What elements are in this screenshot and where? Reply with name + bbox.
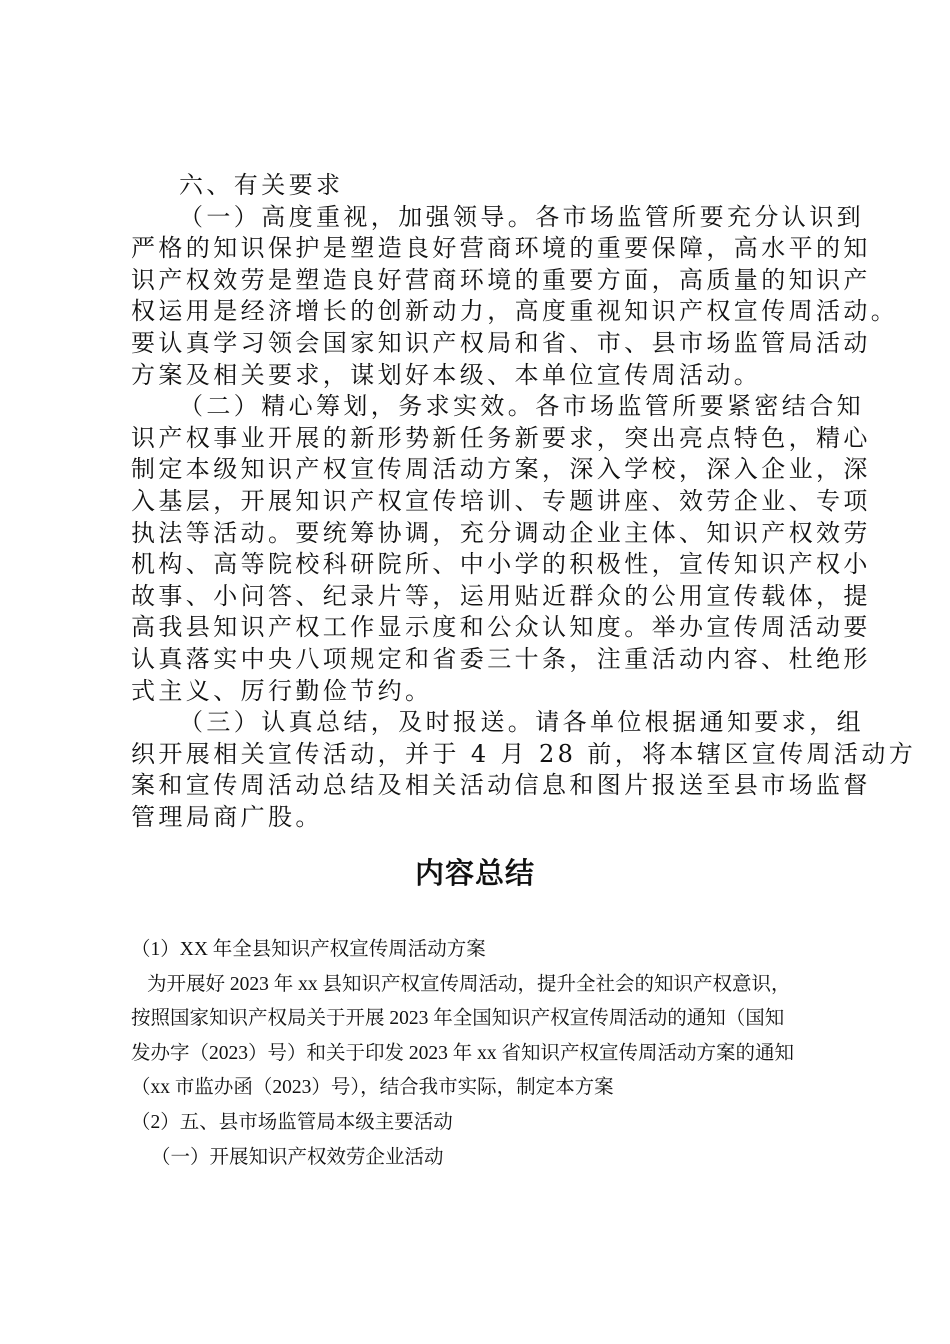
paragraph-line: 认真落实中央八项规定和省委三十条，注重活动内容、杜绝形 <box>131 644 871 673</box>
paragraph-line: 管理局商广股。 <box>131 802 323 831</box>
paragraph-line: 严格的知识保护是塑造良好营商环境的重要保障，高水平的知 <box>131 234 871 263</box>
paragraph-line: 机构、高等院校科研院所、中小学的积极性，宣传知识产权小 <box>131 550 871 579</box>
paragraph-line: （一）高度重视，加强领导。各市场监管所要充分认识到 <box>179 202 864 231</box>
summary-item-heading: （1）XX 年全县知识产权宣传周活动方案 <box>131 939 486 960</box>
paragraph-3 <box>131 707 917 833</box>
paragraph-line: 执法等活动。要统筹协调，充分调动企业主体、知识产权效劳 <box>131 518 871 547</box>
summary-title: 内容总结 <box>414 858 535 890</box>
paragraph-line: 高我县知识产权工作显示度和公众认知度。举办宣传周活动要 <box>131 613 871 642</box>
summary-subitem: （一）开展知识产权效劳企业活动 <box>151 1146 444 1168</box>
summary-section <box>131 933 851 1175</box>
summary-body-line: 为开展好 2023 年 xx 县知识产权宣传周活动，提升全社会的知识产权意识， <box>147 973 791 995</box>
paragraph-line: 式主义、厉行勤俭节约。 <box>131 676 433 705</box>
paragraph-line: 方案及相关要求，谋划好本级、本单位宣传周活动。 <box>131 360 762 389</box>
paragraph-line: 案和宣传周活动总结及相关活动信息和图片报送至县市场监督 <box>131 771 871 800</box>
summary-body-line: （xx 市监办函（2023）号），结合我市实际，制定本方案 <box>131 1077 614 1099</box>
paragraph-2 <box>131 391 871 707</box>
paragraph-line: 织开展相关宣传活动，并于 4 月 28 前，将本辖区宣传周活动方 <box>131 739 917 768</box>
paragraph-line: 权运用是经济增长的创新动力，高度重视知识产权宣传周活动。 <box>131 297 899 326</box>
paragraph-line: 故事、小问答、纪录片等，运用贴近群众的公用宣传载体，提 <box>131 581 871 610</box>
paragraph-line: （二）精心筹划，务求实效。各市场监管所要紧密结合知 <box>179 392 864 421</box>
paragraph-line: （三）认真总结，及时报送。请各单位根据通知要求，组 <box>179 708 864 737</box>
paragraph-line: 识产权事业开展的新形势新任务新要求，突出亮点特色，精心 <box>131 423 871 452</box>
paragraph-line: 制定本级知识产权宣传周活动方案，深入学校，深入企业，深 <box>131 455 871 484</box>
paragraph-line: 入基层，开展知识产权宣传培训、专题讲座、效劳企业、专项 <box>131 486 871 515</box>
paragraph-line: 要认真学习领会国家知识产权局和省、市、县市场监管局活动 <box>131 328 871 357</box>
paragraph-1 <box>131 202 899 392</box>
section-heading: 六、有关要求 <box>179 171 344 199</box>
summary-body-line: 发办字（2023）号）和关于印发 2023 年 xx 省知识产权宣传周活动方案的通知 <box>131 1042 795 1064</box>
requirements-section <box>131 170 917 833</box>
paragraph-line: 识产权效劳是塑造良好营商环境的重要方面，高质量的知识产 <box>131 265 871 294</box>
summary-item-heading: （2）五、县市场监管局本级主要活动 <box>131 1111 453 1133</box>
summary-body-line: 按照国家知识产权局关于开展 2023 年全国知识产权宣传周活动的通知（国知 <box>131 1008 785 1030</box>
